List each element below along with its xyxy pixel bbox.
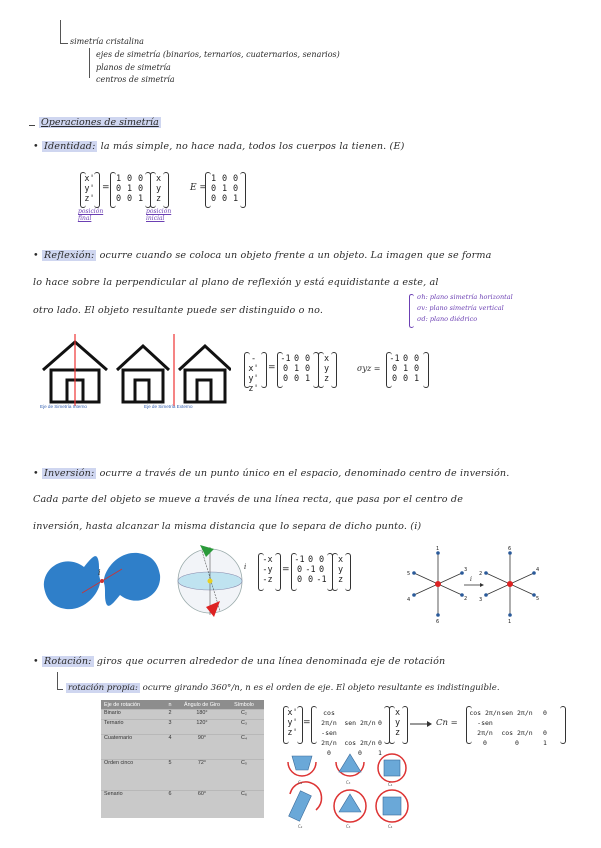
rotation-shapes [282,750,412,830]
shape-label: C₄ [388,782,393,787]
cn-matrix: cos 2π/nsen 2π/n 0 -sen 2π/n cos 2π/n 0 0 0 1 [469,709,547,747]
shape-label: C₃ [346,780,351,785]
bracket [163,172,169,208]
equals: = [282,565,290,575]
inversion-center [100,579,104,583]
bracket [402,706,408,744]
inversion-line3: inversión, hasta alcanzar la misma distancia que lo separa de dicho punto. (i) [33,521,422,532]
note-sigma-h: σh: plano simetría horizontal [417,293,513,301]
rabbit-right [104,553,160,606]
inversion-line2: Cada parte del objeto se mueve a través de una línea recta, que pasa por el centro de [33,494,464,505]
rotation-matrix: cos 2π/n sen 2π/n 0 -sen 2π/n cos 2π/n 0 0 0 1 [321,709,382,757]
arrow-head [480,583,484,587]
table-header [101,700,264,709]
e-label: E = [190,183,207,193]
shape-label: C₂ [298,824,303,829]
inversion-rabbits [38,545,166,617]
sphere-center [208,579,213,584]
outline-root: simetría cristalina [70,37,144,46]
outline-branch [60,43,68,44]
cn-label: Cn = [436,718,458,728]
right-label-4: 4 [536,567,540,573]
label-posicion-final: posición final [78,208,104,222]
table-row: Binario 2 180° C₂ [101,709,264,719]
caption-internal: Eje de Simetría Interno [40,404,87,409]
table-row: Orden cinco 5 72° C₅ [101,759,264,790]
sphere-i-label: i [244,563,247,571]
sigma-label: σyz = [357,364,381,373]
rot-shape-c2-top [288,756,316,776]
reflexion-matrix: -1 0 0 0 1 0 0 0 1 [280,354,311,384]
equals: = [303,718,311,728]
right-label-2: 2 [479,571,483,577]
outline-branch [60,20,61,44]
rotacion-propia-term: rotación propia: [68,683,138,693]
rotacion-paragraph: • Rotación: giros que ocurren alrededor de una línea denominada eje de rotación [33,656,446,667]
shape-label: C₂ [298,780,303,785]
bracket [275,553,281,591]
notes-brace [409,294,414,328]
equals: = [102,183,110,193]
inversion-vec: -x -y -z [262,555,273,585]
inversion-matrix: -1 0 0 0 -1 0 0 0 -1 [294,555,327,585]
left-label-1: 1 [436,546,440,552]
left-label-4: 4 [407,597,411,603]
right-label-3: 3 [479,597,483,603]
left-label-5: 5 [407,571,411,577]
shape-label: C₃ [346,824,351,829]
bracket [261,352,267,388]
reflexion-line3: otro lado. El objeto resultante puede ser distinguido o no. [33,305,324,316]
inversion-molecules [400,545,550,623]
right-label-6: 6 [508,546,512,552]
identidad-paragraph: • Identidad: la más simple, no hace nada, todos los cuerpos la tienen. (E) [33,141,405,152]
rotacion-propia [66,683,500,693]
house-external-right [179,346,231,402]
identidad-vec2: x y z [155,174,162,204]
bracket [331,352,337,388]
table-row: Ternario 3 120° C₃ [101,719,264,734]
identidad-matrix: 1 0 0 0 1 0 0 0 1 [115,174,144,204]
left-label-6: 6 [436,619,440,623]
outline-item-ejes: ejes de simetría (binarios, ternarios, cuaternarios, senarios) [96,50,340,59]
reflexion-vec2: x y z [323,354,330,384]
rotacion-vec2: x y z [394,708,401,738]
th-eje: Eje de rotación [104,701,140,708]
bracket [240,172,246,208]
sub-branch [57,672,58,690]
right-label-5: 5 [536,596,540,602]
rot-shape-c2-bottom [289,782,322,821]
shape-label: C₄ [388,824,393,829]
note-sigma-v: σv: plano simetría vertical [417,304,504,312]
inversion-line1: • Inversión: ocurre a través de un punto único en el espacio, denominado centro de inversión. [33,468,510,479]
identidad-vec: x' y' z' [84,174,95,204]
th-angulo: Ángulo de Giro [184,701,220,708]
rot-shape-c3-bottom [334,790,366,822]
bracket [345,553,351,591]
identidad-text: la más simple, no hace nada, todos los cuerpos la tienen. (E) [100,141,405,152]
equals: = [268,363,276,373]
house-external-left [117,346,169,402]
rotacion-vec: x' y' z' [287,708,298,738]
section-title: Operaciones de simetría [41,117,159,128]
th-simbolo: Símbolo [234,701,254,708]
right-label-1: 1 [508,619,512,623]
bracket [423,352,429,388]
rotacion-term: Rotación: [44,656,92,667]
bracket [560,706,566,744]
rotation-axes-table [101,700,264,818]
outline-branch [89,48,90,78]
sub-branch [57,689,63,690]
left-label-3: 3 [464,567,468,573]
dash [29,125,35,126]
left-label-2: 2 [464,596,468,602]
label-posicion-inicial: posición inicial [146,208,172,222]
molecule-left-center [435,581,441,587]
sigma-matrix: -1 0 0 0 1 0 0 0 1 [389,354,420,384]
bracket [94,172,100,208]
th-n: n [168,701,172,708]
rot-shape-c4-top [378,754,406,782]
house-figures [31,330,231,414]
caption-external: Eje de Simetría Externo [144,404,193,409]
note-sigma-d: σd: plano diédrico [417,315,478,323]
table-row: Cuaternario 4 90° C₄ [101,734,264,759]
molecule-arrow-label: i [470,576,472,583]
e-matrix: 1 0 0 0 1 0 0 0 1 [210,174,239,204]
outline-item-planos: planos de simetría [96,63,171,72]
rabbit-i-label: i [98,568,101,577]
table-row: Senario 6 60° C₆ [101,790,264,821]
reflexion-vec: -x' y' z' [248,354,259,394]
rabbit-left [44,556,100,609]
reflexion-notes [417,292,513,325]
rot-shape-c3-top [336,754,364,776]
inversion-term: Inversión: [44,468,95,479]
reflexion-term: Reflexión: [44,250,95,261]
reflexion-line1: • Reflexión: ocurre cuando se coloca un objeto frente a un objeto. La imagen que se forma [33,250,492,261]
outline-item-centros: centros de simetría [96,75,175,84]
rotacion-propia-text: ocurre girando 360°/n, n es el orden de eje. El objeto resultante es indistinguible. [142,683,500,693]
molecule-right-center [507,581,513,587]
right-arrow-icon [409,720,433,728]
reflexion-line2: lo hace sobre la perpendicular al plano de reflexión y está equidistante a este, al [33,277,439,288]
inversion-vec2: x y z [337,555,344,585]
identidad-term: Identidad: [44,141,96,152]
inversion-sphere [172,543,252,621]
rot-shape-c4-bottom [376,790,408,822]
